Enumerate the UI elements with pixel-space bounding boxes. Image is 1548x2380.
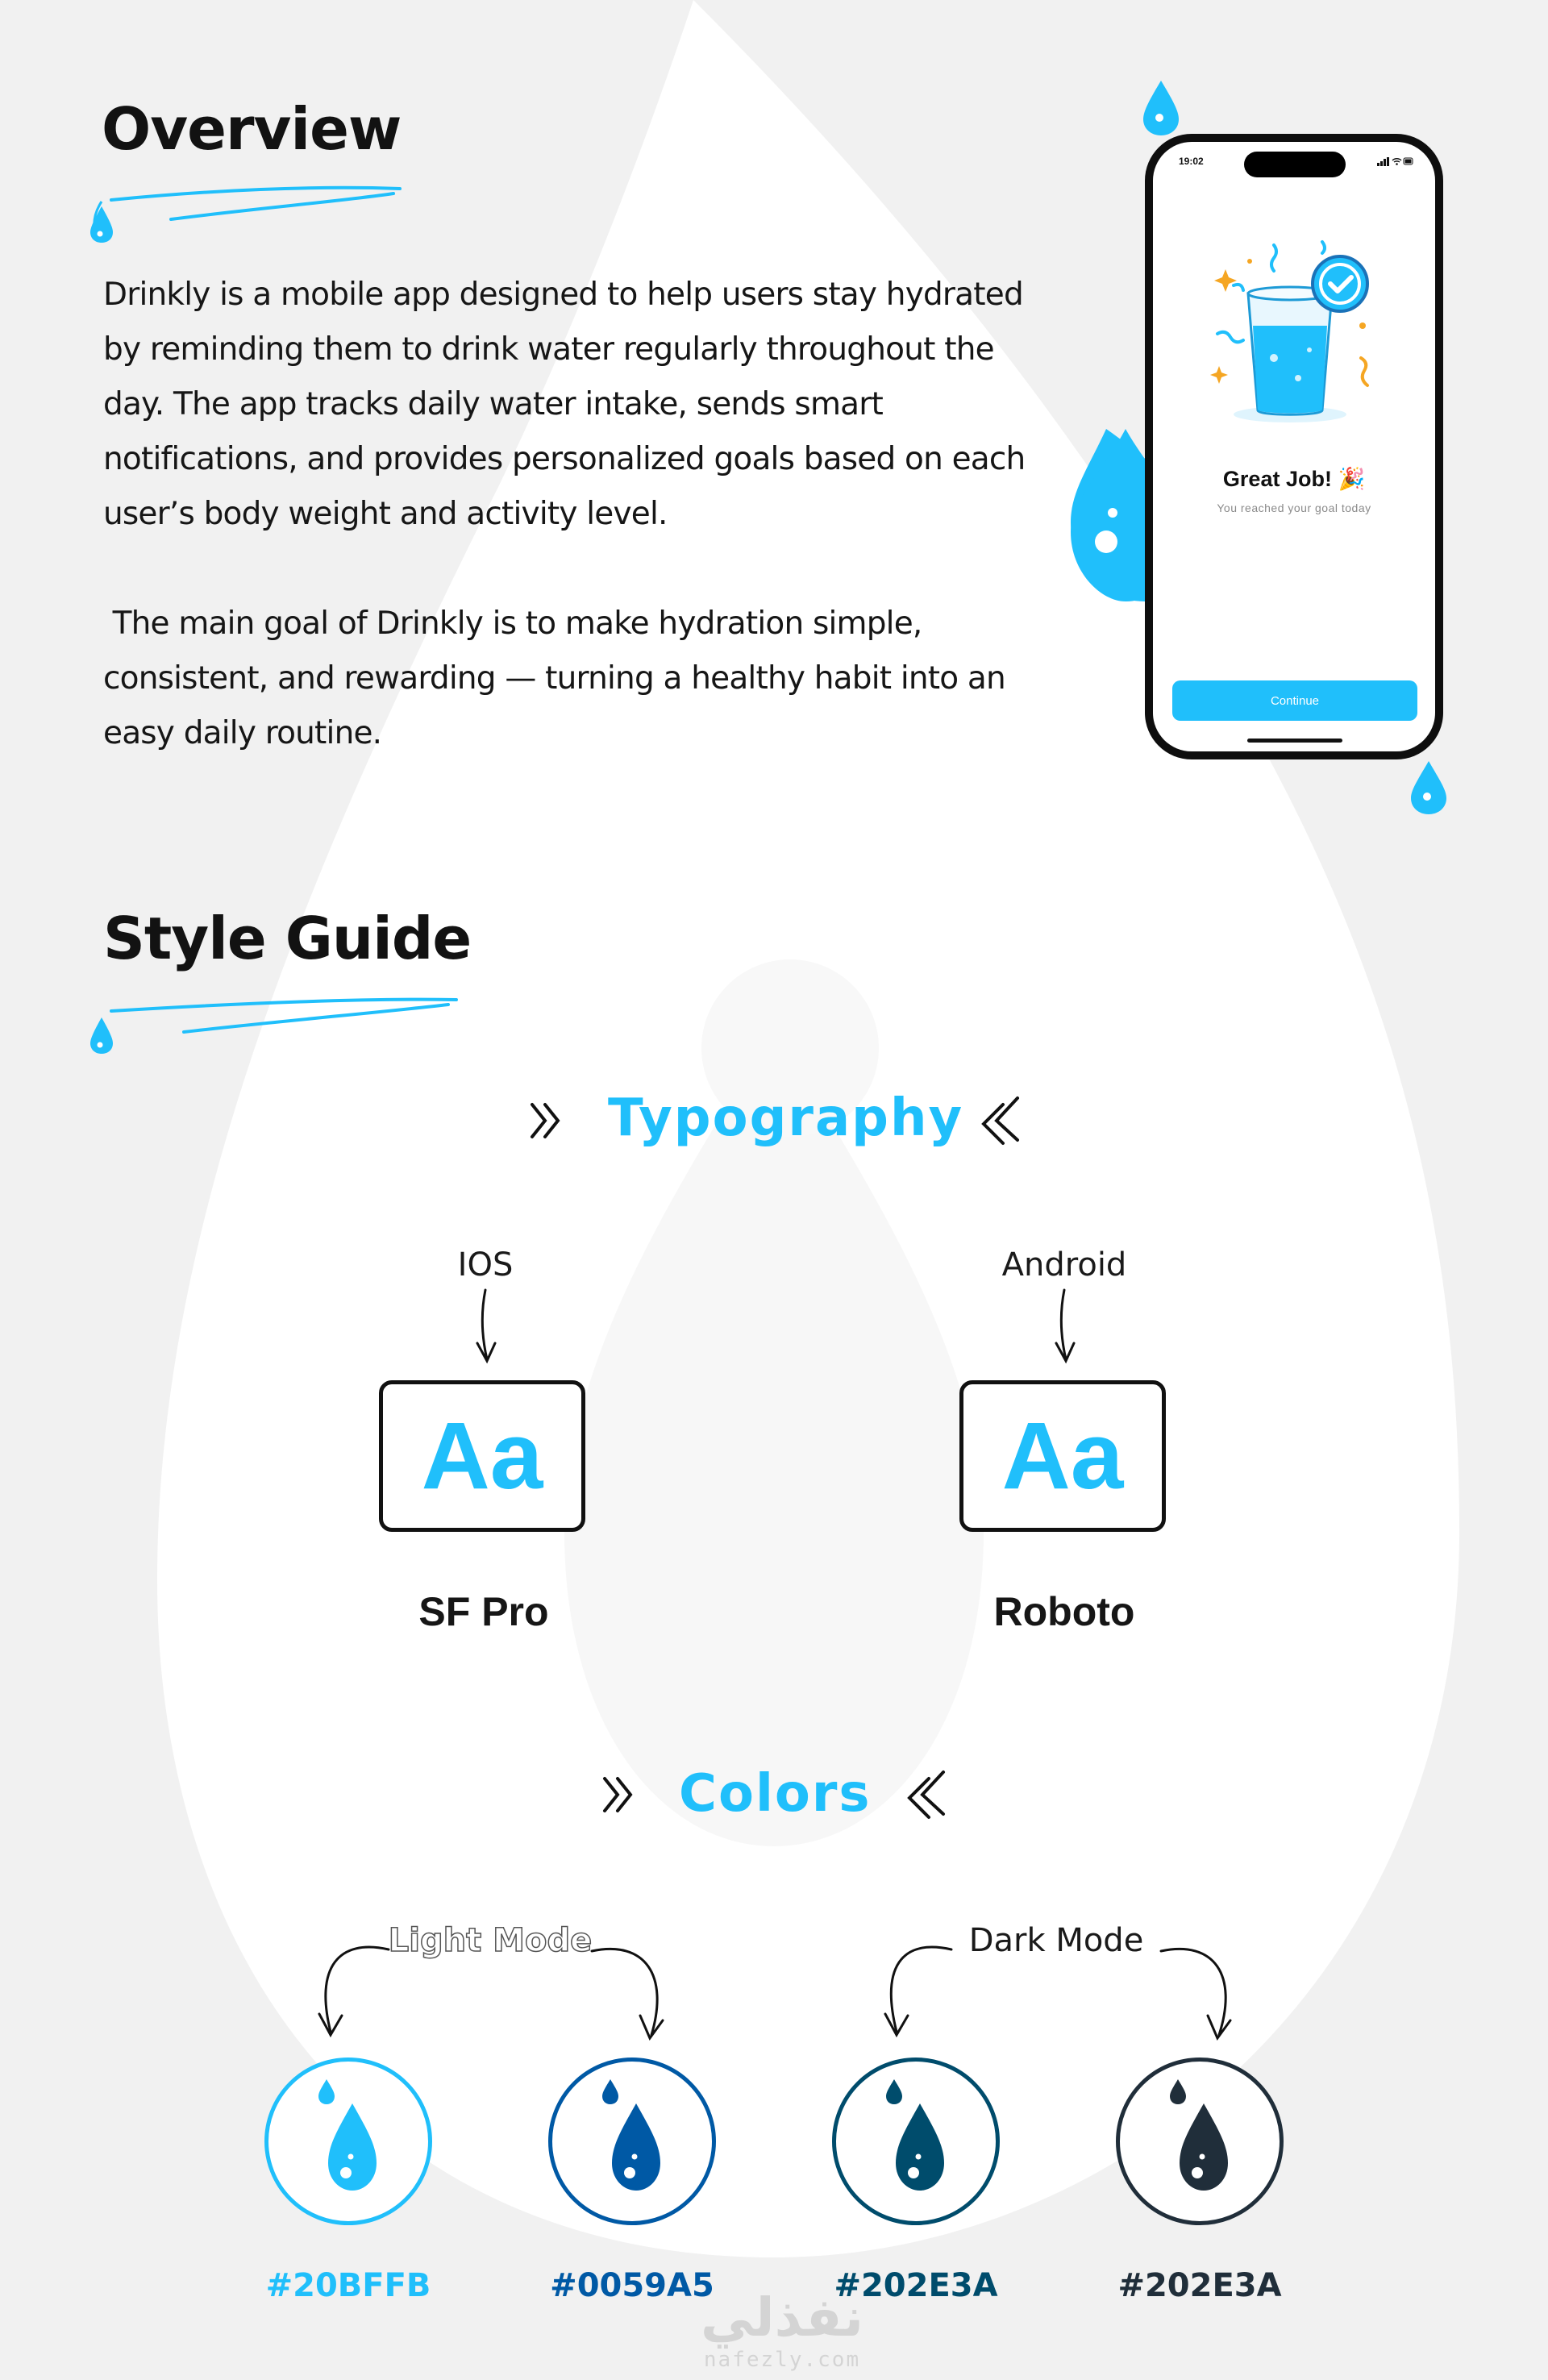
success-title: Great Job! 🎉	[1222, 467, 1366, 491]
color-hex-label: #202E3A	[1117, 2267, 1282, 2304]
watermark	[661, 2288, 903, 2372]
paragraph-line: easy daily routine.	[103, 715, 382, 751]
paragraph-line: Drinkly is a mobile app designed to help users stay hydrated	[103, 277, 1023, 313]
color-swatch	[1116, 2058, 1284, 2225]
paragraph-line: day. The app tracks daily water intake, sends smart	[103, 386, 883, 422]
phone-mockup	[1145, 134, 1443, 759]
paragraph-line: by reminding them to drink water regularly throughout the	[103, 331, 994, 368]
font-platform-android: Android	[1001, 1246, 1127, 1284]
style-guide-title: Style Guide	[103, 905, 472, 972]
phone-screen	[1153, 142, 1435, 751]
watermark-arabic: نفذلي	[701, 2286, 863, 2349]
font-platform-ios: IOS	[457, 1246, 514, 1284]
font-sample-sf-pro: Aa	[379, 1380, 585, 1532]
overview-paragraph-2	[103, 597, 1071, 761]
water-glass-illustration	[1201, 237, 1387, 431]
water-drop-icon	[552, 2062, 712, 2221]
color-swatch	[264, 2058, 432, 2225]
font-sample-roboto: Aa	[959, 1380, 1166, 1532]
overview-paragraph-1	[103, 268, 1071, 542]
paragraph-line: The main goal of Drinkly is to make hydration simple,	[103, 605, 922, 642]
font-name-roboto: Roboto	[993, 1589, 1135, 1634]
colors-heading: Colors	[679, 1764, 872, 1824]
paragraph-line: consistent, and rewarding — turning a healthy habit into an	[103, 660, 1005, 697]
water-drop-icon	[836, 2062, 996, 2221]
water-drop-icon	[1120, 2062, 1280, 2221]
status-time: 19:02	[1179, 156, 1204, 167]
dynamic-island	[1244, 152, 1346, 177]
watermark-latin: nafezly.com	[703, 2348, 861, 2372]
overview-title: Overview	[102, 95, 402, 163]
font-name-sf-pro: SF Pro	[418, 1589, 549, 1634]
home-indicator	[1247, 739, 1342, 743]
success-subtitle: You reached your goal today	[1217, 501, 1371, 514]
color-hex-label: #0059A5	[550, 2267, 714, 2304]
dark-mode-label: Dark Mode	[968, 1922, 1144, 1959]
water-drop-icon	[268, 2062, 428, 2221]
color-swatch	[548, 2058, 716, 2225]
color-hex-label: #202E3A	[834, 2267, 998, 2304]
status-icons	[1377, 156, 1414, 169]
paragraph-line: user’s body weight and activity level.	[103, 496, 668, 532]
light-mode-label: Light Mode	[388, 1922, 593, 1959]
typography-heading: Typography	[608, 1088, 964, 1148]
color-swatch	[832, 2058, 1000, 2225]
paragraph-line: notifications, and provides personalized goals based on each	[103, 441, 1026, 477]
color-hex-label: #20BFFB	[265, 2267, 431, 2304]
continue-button[interactable]: Continue	[1172, 680, 1417, 721]
